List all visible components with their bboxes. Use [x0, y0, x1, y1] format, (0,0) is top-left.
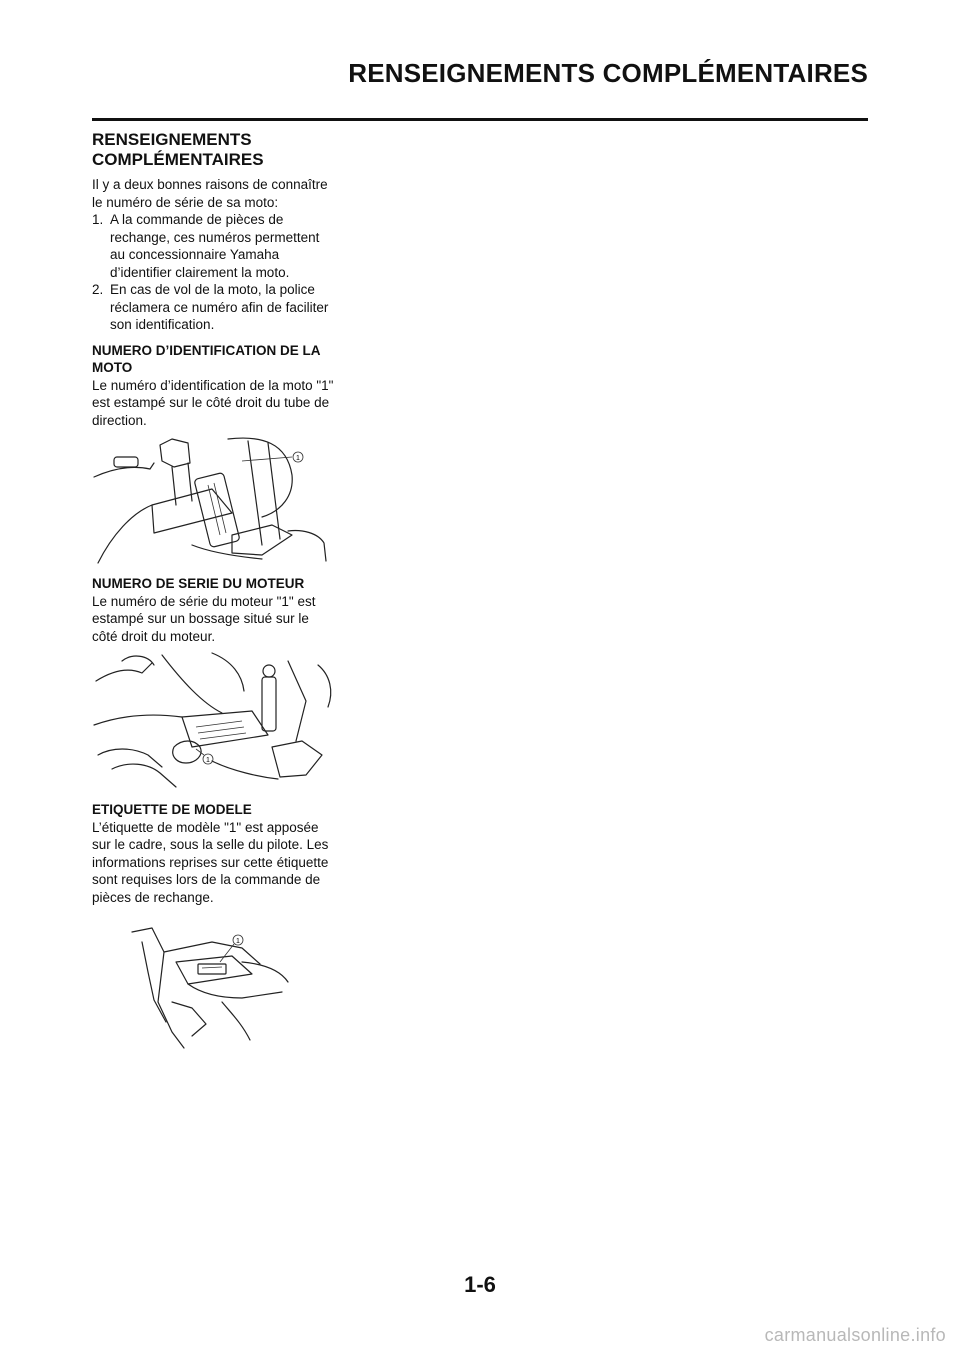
reasons-list — [92, 211, 337, 334]
engine-paragraph: Le numéro de série du moteur "1" est estampé sur un bossage situé sur le côté droit du moteur. — [92, 593, 316, 644]
callout-number: 1 — [296, 455, 300, 462]
engine-heading: NUMERO DE SERIE DU MOTEUR — [92, 576, 305, 591]
page-header-title: RENSEIGNEMENTS COMPLÉMENTAIRES — [348, 58, 868, 88]
callout-number: 1 — [236, 938, 240, 945]
header-rule — [92, 118, 868, 121]
vin-paragraph: Le numéro d’identification de la moto "1" est estampé sur le côté droit du tube de direction. — [92, 377, 334, 428]
list-item-number: 1. — [92, 212, 104, 227]
page-number: 1-6 — [464, 1272, 496, 1297]
list-item-number: 2. — [92, 282, 104, 297]
watermark: carmanualsonline.info — [764, 1325, 946, 1345]
label-paragraph: L’étiquette de modèle "1" est apposée sur le cadre, sous la selle du pilote. Les informations reprises sur cette étiquette sont requises lors de la commande de pièces de rechange. — [92, 819, 329, 905]
intro-paragraph: Il y a deux bonnes raisons de connaître le numéro de série de sa moto: — [92, 177, 328, 210]
label-heading: ETIQUETTE DE MODELE — [92, 802, 252, 817]
list-item — [92, 281, 337, 334]
list-item-text: A la commande de pièces de rechange, ces numéros permettent au concessionnaire Yamaha d’identifier clairement la moto. — [110, 212, 320, 280]
model-label-illustration — [92, 912, 337, 1052]
list-item-text: En cas de vol de la moto, la police réclamera ce numéro afin de faciliter son identification. — [110, 282, 329, 332]
callout-number: 1 — [206, 757, 210, 764]
steering-head-illustration — [92, 435, 337, 565]
section-title-line1: RENSEIGNEMENTS — [92, 130, 252, 149]
section-title-line2: COMPLÉMENTAIRES — [92, 150, 264, 169]
content-column — [92, 130, 337, 1062]
engine-illustration — [92, 651, 337, 791]
list-item — [92, 211, 337, 281]
section-title — [92, 130, 337, 170]
vin-heading: NUMERO D’IDENTIFICATION DE LA MOTO — [92, 342, 320, 375]
